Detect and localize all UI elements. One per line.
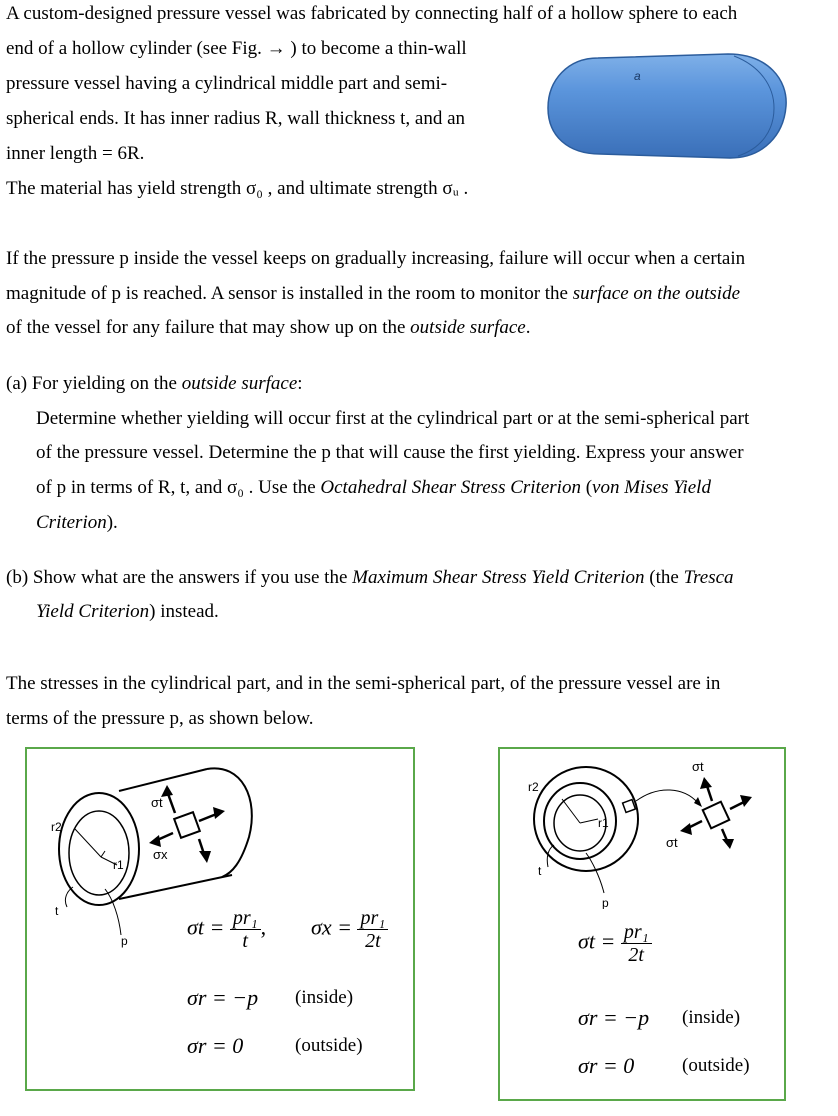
cyl-eq1-den: t <box>242 930 248 952</box>
sphere-diagram <box>500 749 784 909</box>
part-a-heading <box>6 372 303 396</box>
cyl-eq-sigma-r-inside: σr = −p <box>187 985 259 1010</box>
part-a-head-b: outside surface <box>181 373 298 394</box>
cyl-label-r1: r1 <box>113 858 124 872</box>
intro-line-5: inner length = 6R. <box>6 143 145 164</box>
part-a-head-a: (a) For yielding on the <box>6 373 182 394</box>
sph-eq1-frac <box>621 921 652 966</box>
intro-line-3: pressure vessel having a cylindrical middle part and semi- <box>6 73 448 94</box>
intro-line-4: spherical ends. It has inner radius R, wall thickness t, and an <box>6 108 466 129</box>
sph-label-r2: r2 <box>528 780 539 794</box>
part-b-line-1c: (the <box>644 567 684 588</box>
part-a-line-3a: of p in terms of R, t, and σ₀ . Use the <box>36 477 321 498</box>
intro-line-2: end of a hollow cylinder (see Fig. → ) to become a thin-wall <box>6 38 467 59</box>
para2-line-3c: . <box>525 317 531 338</box>
sph-note-inside: (inside) <box>682 1007 741 1028</box>
sph-eq1-den: 2t <box>628 944 644 966</box>
part-a-line-1: Determine whether yielding will occur first at the cylindrical part or at the semi-spherical part <box>36 408 750 429</box>
cyl-label-sigma-x: σx <box>153 847 168 862</box>
para2-line-3b: outside surface <box>410 317 526 338</box>
intro-line-1: A custom-designed pressure vessel was fabricated by connecting half of a hollow sphere to each <box>6 3 738 24</box>
sph-eq1-lhs: σt = <box>578 928 616 954</box>
cyl-label-p: p <box>121 934 128 948</box>
sph-eq-sigma-r-outside: σr = 0 <box>578 1053 635 1078</box>
part-b-line-2b: ) instead. <box>149 601 219 622</box>
part-a-line-4a: Criterion <box>36 512 107 533</box>
part-a-line-4b: ). <box>106 512 118 533</box>
part-b-line-1d: Tresca <box>683 567 734 588</box>
cyl-label-r2: r2 <box>51 820 62 834</box>
cyl-label-t: t <box>55 904 59 918</box>
cyl-note-outside: (outside) <box>295 1035 363 1056</box>
cyl-note-inside: (inside) <box>295 987 354 1008</box>
sphere-stress-box <box>498 747 786 1101</box>
cyl-eq1-frac <box>230 907 261 952</box>
cyl-eq-sigma-x <box>311 907 388 952</box>
intro-line-6: The material has yield strength σ₀ , and ultimate strength σᵤ . <box>6 178 469 199</box>
sph-eq1-num: pr₁ <box>621 921 652 944</box>
sph-label-p: p <box>602 896 609 909</box>
para2-line-3 <box>6 316 531 340</box>
part-b-line-2 <box>36 600 219 624</box>
para2-line-1: If the pressure p inside the vessel keeps on gradually increasing, failure will occur when a certain <box>6 248 746 269</box>
part-a-line-4 <box>36 511 118 535</box>
part-a-line-3 <box>36 476 711 500</box>
sph-label-sigma-t-side: σt <box>666 835 678 850</box>
part-b-line-1a: (b) Show what are the answers if you use the <box>6 567 353 588</box>
part-b-line-1 <box>6 566 734 590</box>
stresses-line-2: terms of the pressure p, as shown below. <box>6 708 314 729</box>
cyl-eq2-lhs: σx = <box>311 914 352 940</box>
sph-label-r1: r1 <box>598 816 609 830</box>
para2-line-2b: surface on the outside <box>572 283 741 304</box>
cyl-eq1-sep: , <box>260 914 267 940</box>
part-b-line-2a: Yield Criterion <box>36 601 150 622</box>
cyl-eq2-frac <box>357 907 388 952</box>
sph-eq-sigma-t <box>578 921 652 966</box>
cyl-label-sigma-t: σt <box>151 795 163 810</box>
part-a-line-3d: von Mises Yield <box>592 477 711 498</box>
part-a-head-c: : <box>297 373 303 394</box>
part-a-line-2: of the pressure vessel. Determine the p that will cause the first yielding. Express your answer <box>36 442 744 463</box>
cyl-eq1-lhs: σt = <box>187 914 225 940</box>
part-b-line-1b: Maximum Shear Stress Yield Criterion <box>352 567 645 588</box>
sph-note-outside: (outside) <box>682 1055 750 1076</box>
cyl-eq2-num: pr₁ <box>357 907 388 930</box>
part-a-line-3b: Octahedral Shear Stress Criterion <box>320 477 581 498</box>
cyl-eq2-den: 2t <box>365 930 381 952</box>
pressure-vessel-image <box>538 50 788 162</box>
para2-line-3a: of the vessel for any failure that may show up on the <box>6 317 411 338</box>
sph-label-t: t <box>538 864 542 878</box>
cyl-eq-sigma-r-outside: σr = 0 <box>187 1033 244 1058</box>
vessel-mark: a <box>634 69 641 83</box>
cyl-eq1-num: pr₁ <box>230 907 261 930</box>
cylinder-stress-box <box>25 747 415 1091</box>
stresses-line-1: The stresses in the cylindrical part, and in the semi-spherical part, of the pressure vessel are in <box>6 673 721 694</box>
part-a-line-3c: ( <box>580 477 593 498</box>
para2-line-2a: magnitude of p is reached. A sensor is installed in the room to monitor the <box>6 283 573 304</box>
sph-eq-sigma-r-inside: σr = −p <box>578 1005 650 1030</box>
para2-line-2 <box>6 282 740 306</box>
sph-label-sigma-t-top: σt <box>692 759 704 774</box>
cyl-eq-sigma-t <box>187 907 266 952</box>
